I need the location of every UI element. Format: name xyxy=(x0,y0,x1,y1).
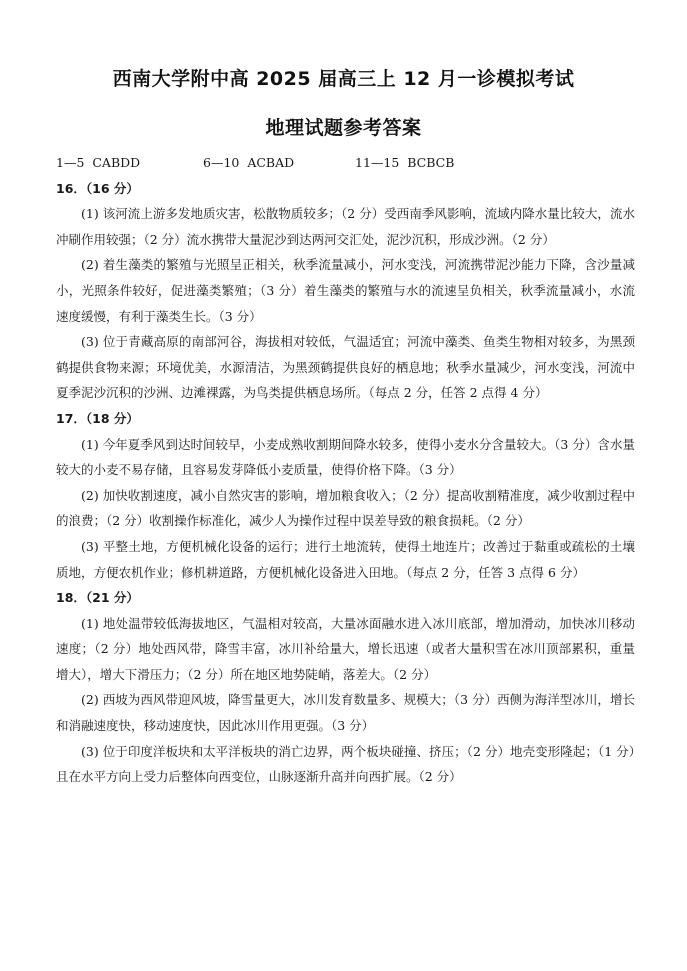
question-heading: 16．（16 分） xyxy=(56,180,139,196)
answer-part: (2) 西坡为西风带迎风坡，降雪量更大，冰川发育数量多、规模大；（3 分）西侧为海洋型冰川，增长和消融速度快，移动速度快，因此冰川作用更强。（3 分） xyxy=(56,692,635,734)
question-16 xyxy=(56,176,635,406)
mc-answers: CABDD xyxy=(92,155,141,170)
exam-title: 西南大学附中高 2025 届高三上 12 月一诊模拟考试 xyxy=(112,68,575,90)
question-heading: 17．（18 分） xyxy=(56,410,139,426)
exam-subtitle: 地理试题参考答案 xyxy=(265,117,422,139)
mc-answers: ACBAD xyxy=(247,155,295,170)
answer-body xyxy=(56,150,635,790)
answer-part: (1) 今年夏季风到达时间较早，小麦成熟收割期间降水较多，使得小麦水分含量较大。（3 分）含水量较大的小麦不易存储，且容易发芽降低小麦质量，使得价格下降。（3 分） xyxy=(56,436,635,478)
answer-part: (2) 加快收割速度，减小自然灾害的影响，增加粮食收入；（2 分）提高收割精准度，减少收割过程中的浪费；（2 分）收割操作标准化，减少人为操作过程中误差导致的粮食损耗。（2 分） xyxy=(56,487,635,529)
mc-answers: BCBCB xyxy=(407,155,455,170)
mc-range: 1—5 xyxy=(56,155,85,170)
answer-part: (1) 地处温带较低海拔地区，气温相对较高，大量冰面融水进入冰川底部，增加滑动，加快冰川移动速度；（2 分）地处西风带，降雪丰富，冰川补给量大，增长迅速（或者大量积雪在冰川顶部累积，重量增大），增大下滑压力；（2 分）所在地区地势陡峭，落差大。（2 分） xyxy=(56,615,635,682)
mc-range: 6—10 xyxy=(203,155,240,170)
question-17 xyxy=(56,406,635,585)
answer-part: (1) 该河流上游多发地质灾害，松散物质较多；（2 分）受西南季风影响，流域内降水量比较大，流水冲刷作用较强；（2 分）流水携带大量泥沙到达两河交汇处，泥沙沉积，形成沙洲。（2 分） xyxy=(56,206,635,247)
answer-part: (3) 位于青藏高原的南部河谷，海拔相对较低，气温适宜；河流中藻类、鱼类生物相对较多，为黑颈鹤提供食物来源；环境优美，水源清洁，为黑颈鹤提供良好的栖息地；秋季水量减少，河水变浅，河流中夏季泥沙沉积的沙洲、边滩裸露，为鸟类提供栖息场所。（每点 2 分，任答 2 点得 4 分） xyxy=(56,334,635,401)
answer-part: (3) 位于印度洋板块和太平洋板块的消亡边界，两个板块碰撞、挤压；（2 分）地壳变形隆起；（1 分）且在水平方向上受力后整体向西变位，山脉逐渐升高并向西扩展。（2 分） xyxy=(56,743,635,785)
question-18 xyxy=(56,585,635,790)
mc-group-3 xyxy=(355,150,454,176)
answer-part: (2) 着生藻类的繁殖与光照呈正相关，秋季流量减小，河水变浅，河流携带泥沙能力下降，含沙量减小，光照条件较好，促进藻类繁殖；（3 分）着生藻类的繁殖与水的流速呈负相关，秋季流量减小，水流速度缓慢，有利于藻类生长。（3 分） xyxy=(56,257,635,324)
question-heading: 18．（21 分） xyxy=(56,590,139,606)
mc-group-1 xyxy=(56,150,203,176)
mc-range: 11—15 xyxy=(355,155,400,170)
answer-part: (3) 平整土地，方便机械化设备的运行；进行土地流转，使得土地连片；改善过于黏重或疏松的土壤质地，方便农机作业；修机耕道路，方便机械化设备进入田地。（每点 2 分，任答 3 点得 6 分） xyxy=(56,538,635,580)
mc-group-2 xyxy=(203,150,355,176)
multiple-choice-answers xyxy=(56,150,635,176)
